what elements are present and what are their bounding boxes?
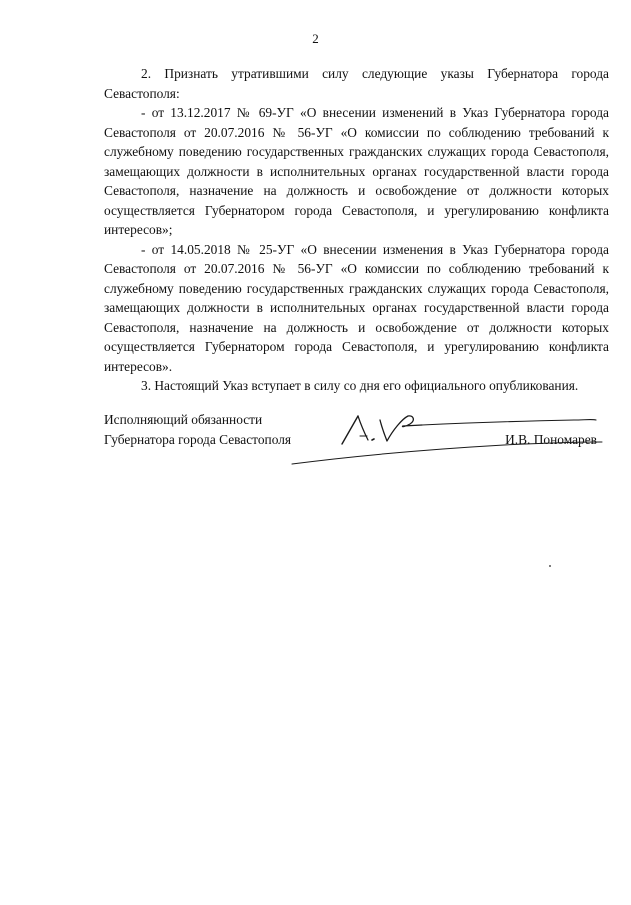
signature-block — [104, 410, 609, 480]
paragraph-item-2: 2. Признать утратившими силу следующие указы Губернатора города Севастополя: — [104, 66, 609, 101]
paragraph-decree-25: - от 14.05.2018 № 25-УГ «О внесении изменения в Указ Губернатора города Севастополя от 20.07.2016 № 56-УГ «О комиссии по соблюдению требований к служебному поведению государственных гражданских служащих города Севастополя, замещающих должности в исполнительных органах государственной власти города Севастополя, назначение на должность и освобождение от должности которых осуществляется Губернатором города Севастополя, и урегулированию конфликта интересов». — [104, 241, 609, 374]
document-body — [104, 64, 609, 396]
paragraph-item-3: 3. Настоящий Указ вступает в силу со дня его официального опубликования. — [141, 378, 579, 393]
page-number: 2 — [312, 31, 319, 46]
handwritten-signature — [104, 410, 609, 480]
paragraph-decree-69: - от 13.12.2017 № 69-УГ «О внесении изменений в Указ Губернатора города Севастополя от 20.07.2016 № 56-УГ «О комиссии по соблюдению требований к служебному поведению государственных гражданских служащих города Севастополя, замещающих должности в исполнительных органах государственной власти города Севастополя, назначение на должность и освобождение от должности которых осуществляется Губернатором города Севастополя, и урегулированию конфликта интересов»; — [104, 105, 609, 237]
scan-artifact-dot — [549, 565, 551, 567]
signer-title-line2: Губернатора города Севастополя — [104, 431, 292, 447]
signer-name: И.В. Пономарев — [505, 431, 597, 447]
signer-title-line1: Исполняющий обязанности — [104, 412, 263, 427]
